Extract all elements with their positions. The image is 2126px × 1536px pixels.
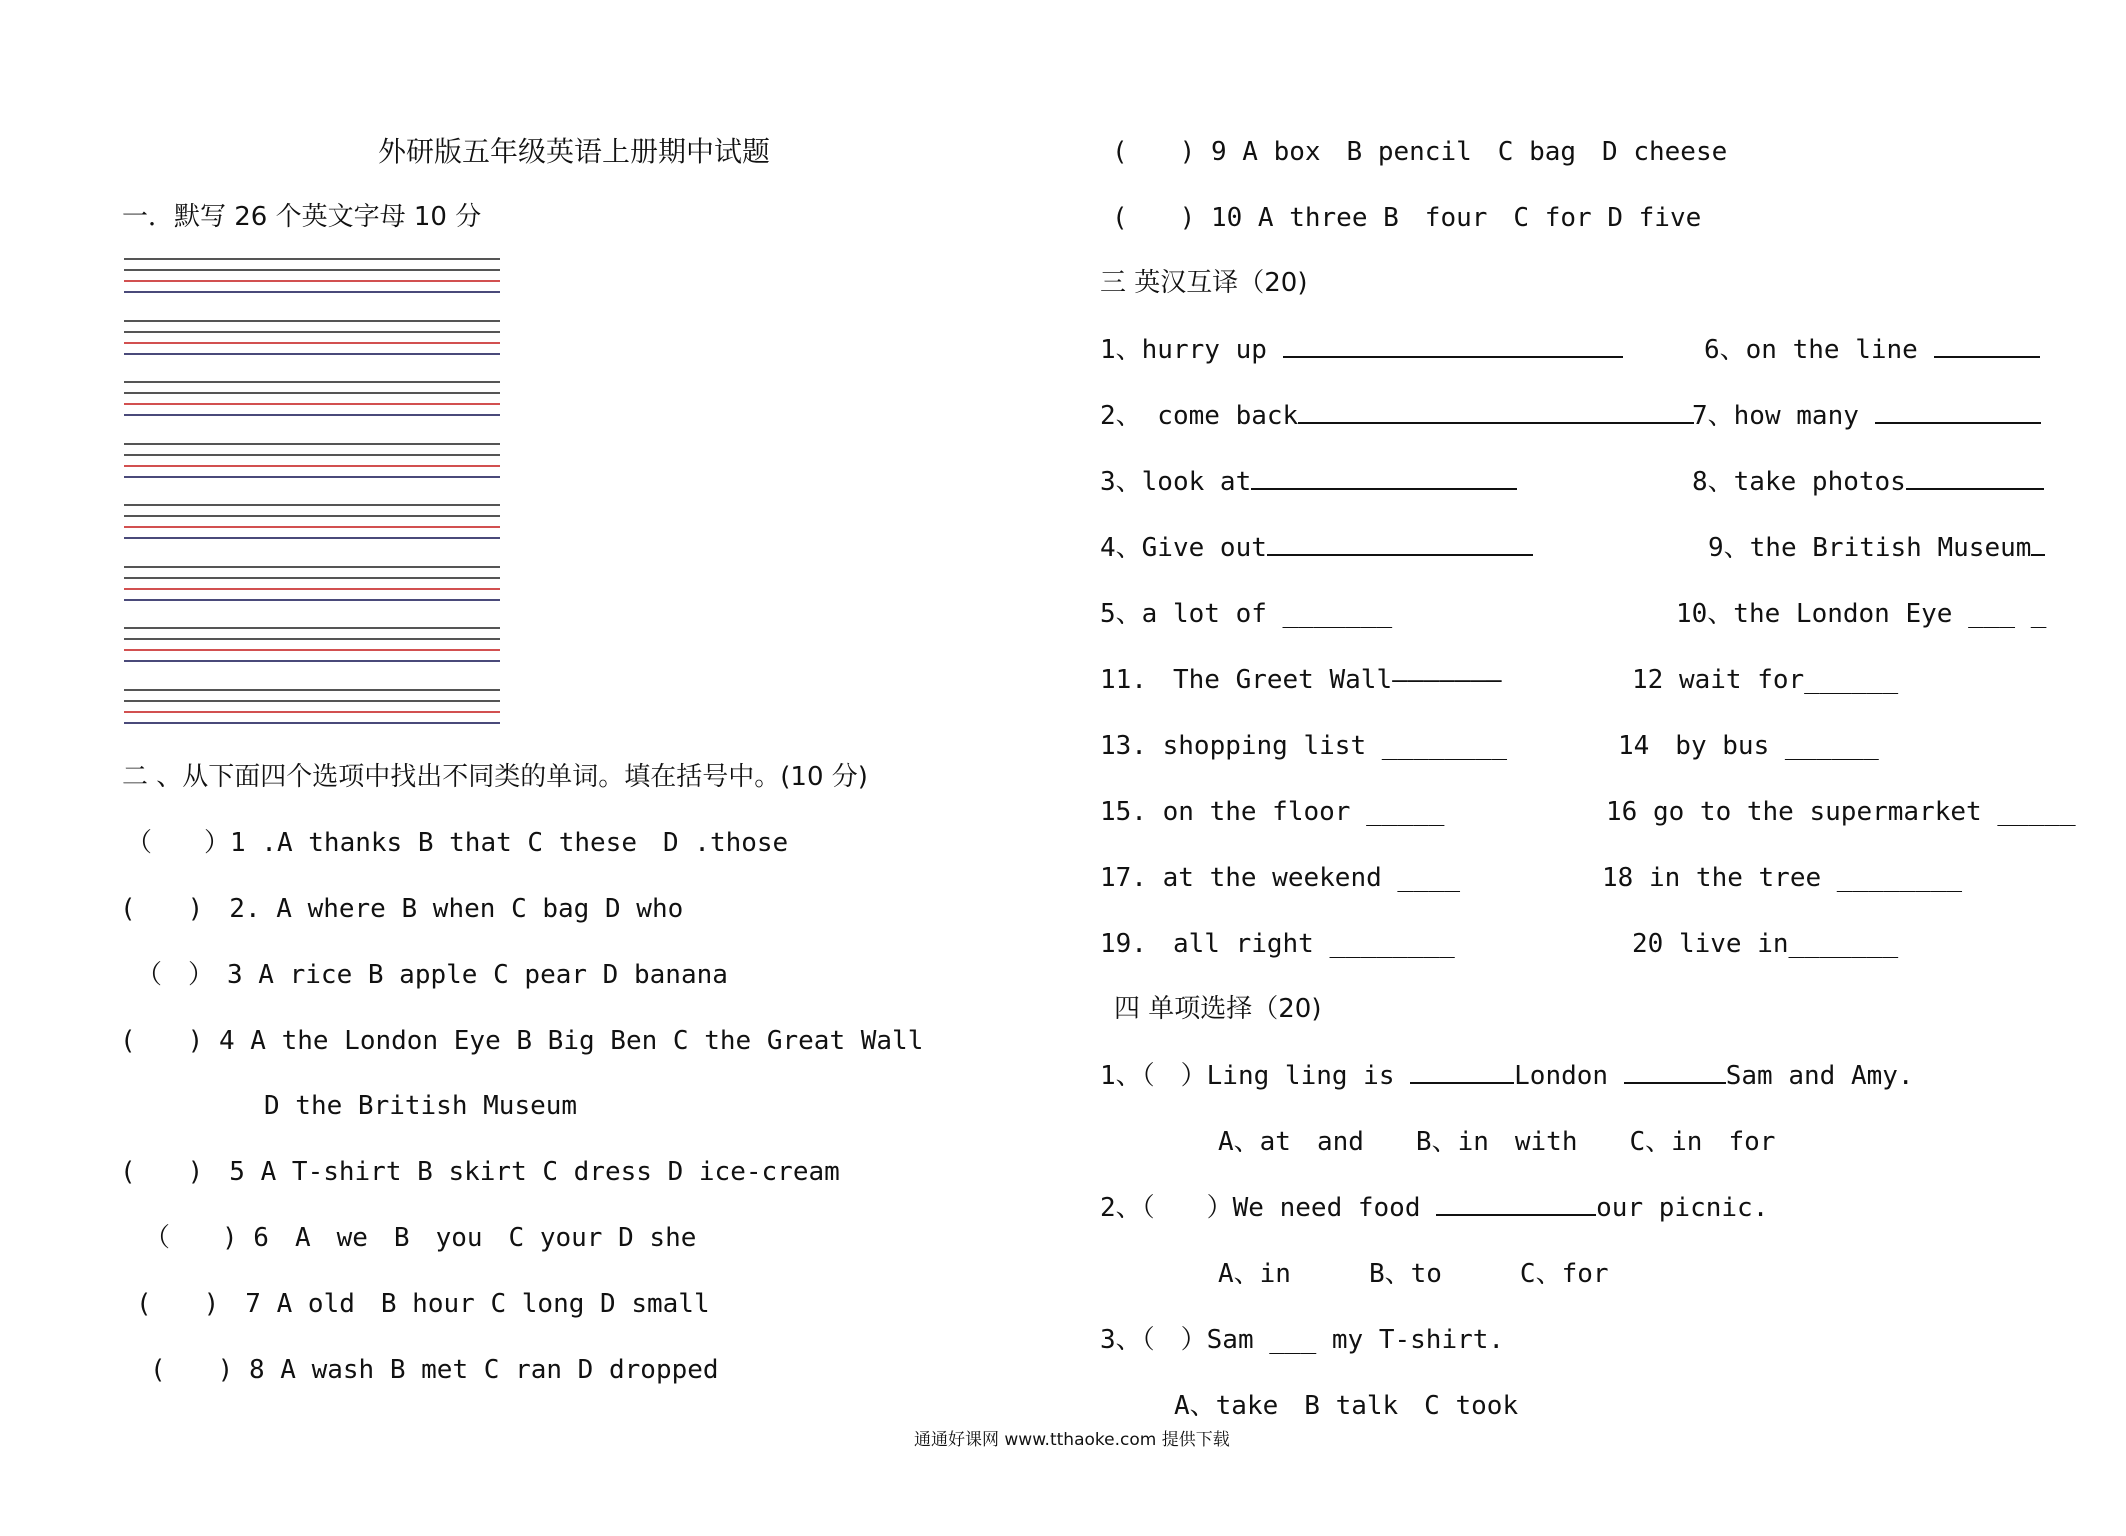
writing-line xyxy=(124,577,500,579)
s2-item-1: （ ）1 .A thanks B that C these D .those xyxy=(126,828,789,858)
answer-blank xyxy=(2031,553,2045,556)
s3-item-20: 20 live in_______ xyxy=(1632,929,1899,959)
writing-line xyxy=(124,331,500,333)
s3-item-15: 15. on the floor _____ xyxy=(1100,797,1445,827)
writing-line xyxy=(124,588,500,590)
s3-item-8: 8、take photos xyxy=(1692,469,2044,495)
writing-line xyxy=(124,320,500,322)
writing-line xyxy=(124,476,500,478)
s4-q3-options: A、take B talk C took xyxy=(1174,1391,1519,1421)
writing-line xyxy=(124,660,500,662)
s3-item-16: 16 go to the supermarket _____ xyxy=(1606,797,2076,827)
s2-item-4-cont: D the British Museum xyxy=(264,1091,578,1121)
writing-line xyxy=(124,638,500,640)
section3-heading: 三 英汉互译（20) xyxy=(1100,268,1308,298)
s4-q2-options: A、in B、to C、for xyxy=(1218,1259,1609,1289)
writing-line xyxy=(124,566,500,568)
answer-blank xyxy=(1267,553,1533,556)
answer-blank xyxy=(1251,487,1517,490)
s2-item-2: ( ) 2. A where B when C bag D who xyxy=(120,894,684,924)
s2-item-8: ( ) 8 A wash B met C ran D dropped xyxy=(150,1355,719,1385)
s4-q1-stem: 1、（ ）Ling ling is London Sam and Amy. xyxy=(1100,1061,1914,1091)
answer-blank xyxy=(1436,1213,1596,1216)
writing-line xyxy=(124,649,500,651)
s3-item-6: 6、on the line xyxy=(1704,337,2040,363)
s3-item-9: 9、the British Museum xyxy=(1708,535,2045,561)
writing-line xyxy=(124,689,500,691)
s4-q3-stem: 3、（ ）Sam ___ my T-shirt. xyxy=(1100,1325,1505,1355)
writing-line xyxy=(124,403,500,405)
answer-blank xyxy=(1298,421,1694,424)
writing-line xyxy=(124,700,500,702)
writing-line xyxy=(124,443,500,445)
writing-line xyxy=(124,722,500,724)
writing-line xyxy=(124,537,500,539)
writing-line xyxy=(124,599,500,601)
s2-item-7: ( ) 7 A old B hour C long D small xyxy=(136,1289,710,1319)
s3-item-2: 2、 come back xyxy=(1100,403,1694,429)
writing-line xyxy=(124,381,500,383)
page-title: 外研版五年级英语上册期中试题 xyxy=(378,135,771,168)
s3-item-18: 18 in the tree ________ xyxy=(1602,863,1963,893)
writing-line xyxy=(124,280,500,282)
writing-line xyxy=(124,454,500,456)
s3-item-4: 4、Give out xyxy=(1100,535,1533,561)
s3-item-3: 3、look at xyxy=(1100,469,1517,495)
s3-item-11: 11. The Greet Wall——————— xyxy=(1100,665,1502,695)
s2-item-6: （ ) 6 A we B you C your D she xyxy=(144,1223,697,1253)
answer-blank xyxy=(1906,487,2044,490)
s3-item-1: 1、hurry up xyxy=(1100,337,1623,363)
writing-line xyxy=(124,291,500,293)
s2-item-10: ( ) 10 A three B four C for D five xyxy=(1112,203,1702,233)
writing-line xyxy=(124,627,500,629)
s3-item-17: 17. at the weekend ____ xyxy=(1100,863,1461,893)
s3-item-13: 13. shopping list ________ xyxy=(1100,731,1507,761)
handwriting-practice-lines xyxy=(124,258,500,738)
writing-line xyxy=(124,269,500,271)
s3-item-5: 5、a lot of _______ xyxy=(1100,599,1393,629)
s3-item-7: 7、how many xyxy=(1692,403,2041,429)
writing-line xyxy=(124,342,500,344)
writing-line xyxy=(124,515,500,517)
writing-line xyxy=(124,711,500,713)
writing-line xyxy=(124,504,500,506)
answer-blank xyxy=(1934,355,2040,358)
answer-blank xyxy=(1624,1081,1726,1084)
answer-blank xyxy=(1875,421,2041,424)
writing-line xyxy=(124,353,500,355)
answer-blank xyxy=(1410,1081,1514,1084)
writing-line xyxy=(124,258,500,260)
s4-q2-stem: 2、（ ）We need food our picnic. xyxy=(1100,1193,1769,1223)
s2-item-4: ( ) 4 A the London Eye B Big Ben C the Great Wall xyxy=(120,1026,924,1056)
section1-heading: 一．默写 26 个英文字母 10 分 xyxy=(122,202,482,232)
writing-line xyxy=(124,414,500,416)
s2-item-9: ( ) 9 A box B pencil C bag D cheese xyxy=(1112,137,1728,167)
writing-line xyxy=(124,392,500,394)
writing-line xyxy=(124,526,500,528)
writing-line xyxy=(124,465,500,467)
s3-item-14: 14 by bus ______ xyxy=(1618,731,1879,761)
s3-item-19: 19. all right ________ xyxy=(1100,929,1455,959)
s4-q1-options: A、at and B、in with C、in for xyxy=(1218,1127,1776,1157)
section4-heading: 四 单项选择（20) xyxy=(1114,994,1322,1024)
footer-credit: 通通好课网 www.tthaoke.com 提供下载 xyxy=(914,1430,1230,1450)
section2-heading: 二 、从下面四个选项中找出不同类的单词。填在括号中。(10 分) xyxy=(122,762,868,792)
answer-blank xyxy=(1283,355,1623,358)
s2-item-5: ( ) 5 A T-shirt B skirt C dress D ice-cream xyxy=(120,1157,840,1187)
s3-item-10: 10、the London Eye ___ _ xyxy=(1676,599,2047,629)
s2-item-3: （ ） 3 A rice B apple C pear D banana xyxy=(136,960,728,990)
s3-item-12: 12 wait for______ xyxy=(1632,665,1899,695)
